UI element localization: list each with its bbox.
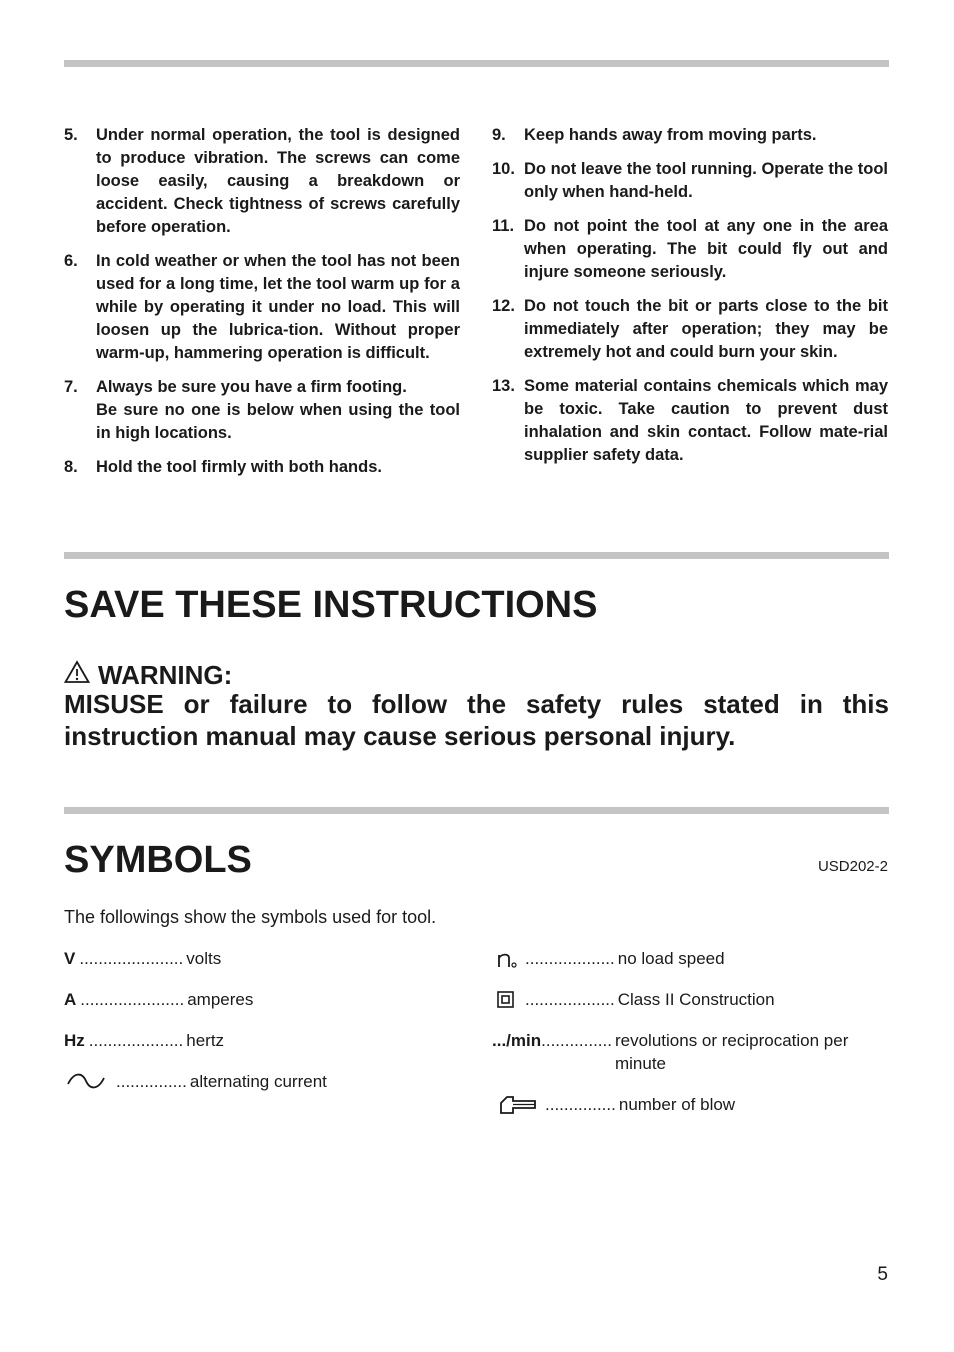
warning-triangle-icon xyxy=(64,659,98,691)
item-number: 5. xyxy=(64,126,78,144)
leader-dots: ............... xyxy=(116,1072,187,1091)
symbol-row xyxy=(495,947,725,970)
symbol-row xyxy=(64,947,221,970)
symbol-key: .../min xyxy=(492,1031,542,1050)
item-text: Do not leave the tool running. Operate the tool only when hand-held. xyxy=(524,160,888,201)
symbol-description: no load speed xyxy=(617,949,725,968)
symbol-description: number of blow xyxy=(618,1095,736,1114)
item-text: In cold weather or when the tool has not been used for a long time, let the tool warm up for a while by operating it under no load. This will loosen up the lubrica-tion. Without proper warm-up, hammering operation is difficult. xyxy=(96,252,460,362)
leader-dots: ................... xyxy=(525,990,615,1009)
item-number: 6. xyxy=(64,252,78,270)
symbol-description: minute xyxy=(614,1054,667,1073)
item-text: Do not point the tool at any one in the area when operating. The bit could fly out and injure someone seriously. xyxy=(524,217,888,281)
top-divider xyxy=(64,60,889,67)
leader-dots: ................... xyxy=(525,949,615,968)
symbol-row xyxy=(64,988,253,1011)
list-item xyxy=(492,295,888,364)
item-number: 12. xyxy=(492,297,515,315)
leader-dots: ............... xyxy=(545,1095,616,1114)
class-ii-construction-icon xyxy=(495,988,521,1011)
symbol-description: revolutions or reciprocation per xyxy=(614,1031,849,1050)
symbol-description: amperes xyxy=(187,990,254,1009)
save-instructions-title: SAVE THESE INSTRUCTIONS xyxy=(64,584,598,626)
item-number: 8. xyxy=(64,458,78,476)
list-item xyxy=(492,375,888,467)
list-item xyxy=(64,456,460,479)
number-of-blow-icon xyxy=(497,1093,541,1116)
symbol-description: volts xyxy=(186,949,222,968)
item-text: Under normal operation, the tool is designed to produce vibration. The screws can come loose easily, causing a breakdown or accident. Check tightness of screws carefully before operation. xyxy=(96,126,460,236)
symbol-row xyxy=(497,1093,735,1116)
list-item xyxy=(64,124,460,239)
warning-heading xyxy=(64,659,232,691)
list-item xyxy=(492,158,888,204)
symbols-intro: The followings show the symbols used for tool. xyxy=(64,907,437,927)
leader-dots: ............... xyxy=(541,1031,612,1050)
item-number: 9. xyxy=(492,126,506,144)
warning-label: WARNING: xyxy=(98,660,233,690)
item-text: Always be sure you have a firm footing. xyxy=(96,378,407,396)
item-number: 10. xyxy=(492,160,515,178)
alternating-current-icon xyxy=(64,1070,110,1093)
safety-list-left xyxy=(64,124,460,490)
leader-dots: ...................... xyxy=(79,949,184,968)
section-divider xyxy=(64,552,889,559)
item-text: Be sure no one is below when using the tool in high locations. xyxy=(96,401,460,442)
item-text: Hold the tool firmly with both hands. xyxy=(96,458,382,476)
item-text: Keep hands away from moving parts. xyxy=(524,126,817,144)
list-item xyxy=(492,215,888,284)
item-number: 13. xyxy=(492,377,515,395)
document-code: USD202-2 xyxy=(817,858,888,875)
symbol-key: Hz xyxy=(64,1031,85,1050)
symbol-row xyxy=(64,1070,327,1093)
list-item xyxy=(64,376,460,445)
symbol-row xyxy=(64,1029,224,1052)
symbol-description: Class II Construction xyxy=(617,990,775,1009)
leader-dots: .................... xyxy=(88,1031,184,1050)
safety-list-right xyxy=(492,124,888,478)
symbol-key: A xyxy=(64,990,77,1009)
symbol-row xyxy=(492,1029,848,1075)
page-number: 5 xyxy=(877,1264,888,1285)
leader-dots: ...................... xyxy=(80,990,185,1009)
item-number: 7. xyxy=(64,378,78,396)
warning-text: MISUSE or failure to follow the safety rules stated in this instruction manual may cause serious personal injury. xyxy=(64,689,889,751)
symbol-description: hertz xyxy=(186,1031,225,1050)
item-text: Some material contains chemicals which may be toxic. Take caution to prevent dust inhalation and skin contact. Follow mate-rial supplier safety data. xyxy=(524,377,888,464)
symbol-key: V xyxy=(64,949,76,968)
symbol-description: alternating current xyxy=(189,1072,327,1091)
list-item xyxy=(64,250,460,365)
list-item xyxy=(492,124,888,147)
symbol-row xyxy=(495,988,775,1011)
item-number: 11. xyxy=(492,217,515,235)
no-load-speed-icon xyxy=(495,947,521,970)
symbols-title: SYMBOLS xyxy=(64,839,252,881)
item-text: Do not touch the bit or parts close to the bit immediately after operation; they may be extremely hot and could burn your skin. xyxy=(524,297,888,361)
section-divider xyxy=(64,807,889,814)
